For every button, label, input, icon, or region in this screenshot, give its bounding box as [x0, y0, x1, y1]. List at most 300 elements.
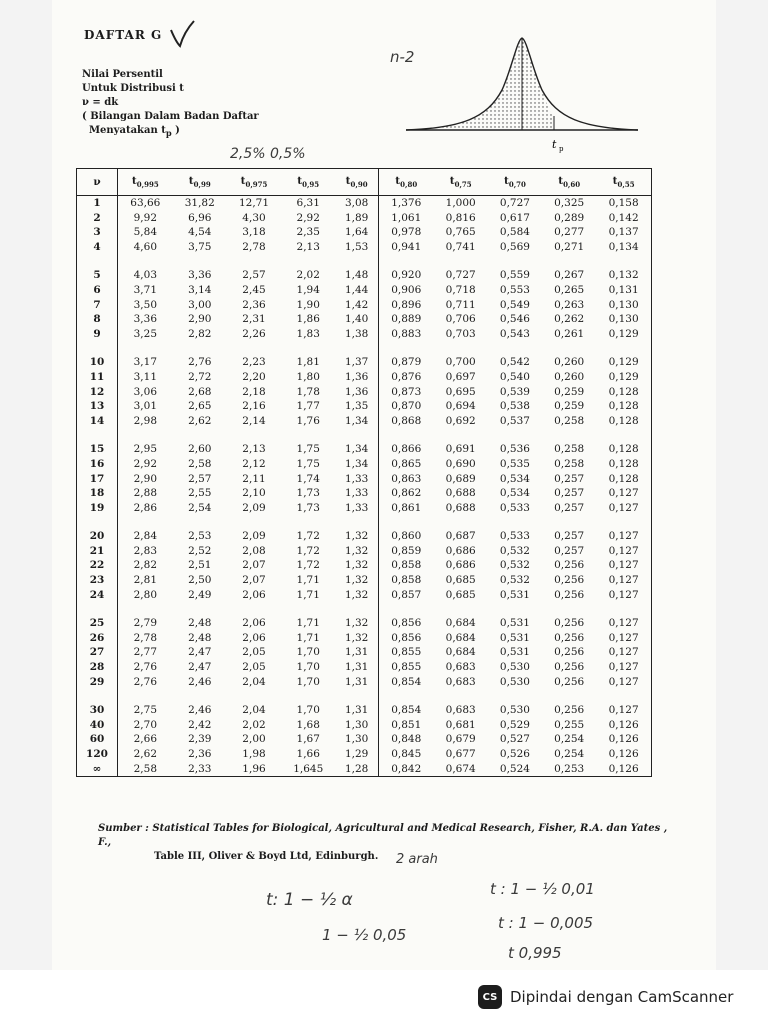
- value-cell: 2,65: [188, 400, 212, 413]
- value-cell: 0,539: [499, 385, 530, 398]
- spacer-cell: [227, 515, 281, 529]
- spacer-cell: [227, 602, 281, 616]
- value-cell: 6,31: [296, 197, 320, 209]
- table-row: [77, 645, 652, 660]
- value-cell: 2,66: [133, 733, 158, 746]
- value-cell: 0,683: [445, 704, 476, 717]
- value-cell: 2,51: [188, 559, 212, 572]
- table-body: [77, 196, 652, 777]
- nu-cell: 24: [77, 588, 118, 603]
- value-cell: 0,711: [445, 298, 476, 311]
- value-cell: 2,11: [242, 472, 266, 485]
- value-cell: 1,70: [296, 704, 320, 717]
- value-cell: 0,856: [391, 631, 422, 644]
- spacer-cell: [434, 341, 488, 355]
- value-cell: 2,05: [242, 646, 266, 659]
- value-cell: 0,741: [445, 240, 476, 253]
- value-cell: 0,256: [554, 646, 585, 659]
- value-cell: 0,530: [499, 675, 530, 688]
- handwritten-note: n-2: [390, 48, 415, 66]
- spacer-cell: [488, 689, 542, 703]
- value-cell: 2,58: [133, 762, 158, 775]
- value-cell: 0,873: [391, 385, 422, 398]
- value-cell: 0,858: [391, 574, 422, 587]
- table-row: [77, 442, 652, 457]
- value-cell: 1,31: [335, 703, 378, 718]
- value-cell: 0,258: [554, 414, 585, 427]
- value-cell: 0,256: [554, 574, 585, 587]
- value-cell: 0,128: [608, 385, 639, 398]
- value-cell: 0,685: [445, 574, 476, 587]
- table-row: [77, 501, 652, 516]
- value-cell: 0,260: [554, 370, 585, 383]
- value-cell: 0,127: [608, 501, 639, 514]
- spacer-cell: [118, 602, 173, 616]
- group-spacer: [77, 602, 652, 616]
- source-line: Table III, Oliver & Boyd Ltd, Edinburgh.: [154, 851, 379, 862]
- value-cell: 2,55: [188, 487, 212, 500]
- group-spacer: [77, 428, 652, 442]
- value-cell: 2,23: [242, 356, 266, 369]
- value-cell: 2,82: [188, 327, 212, 340]
- scan-margin-right: [716, 0, 768, 970]
- spacer-cell: [281, 689, 335, 703]
- check-mark-icon: [168, 18, 198, 50]
- value-cell: 0,259: [554, 385, 585, 398]
- handwritten-note: t : 1 − 0,005: [498, 914, 594, 932]
- value-cell: 2,45: [242, 283, 266, 296]
- value-cell: 0,692: [445, 414, 476, 427]
- spacer-cell: [596, 254, 651, 268]
- value-cell: 0,131: [608, 283, 639, 296]
- value-cell: 2,52: [188, 544, 212, 557]
- spacer-cell: [77, 602, 118, 616]
- value-cell: 1,96: [242, 762, 266, 775]
- value-cell: 1,376: [391, 197, 422, 209]
- value-cell: 1,34: [335, 414, 378, 429]
- value-cell: 0,857: [391, 588, 422, 601]
- value-cell: 0,727: [445, 269, 476, 282]
- value-cell: 0,883: [391, 327, 422, 340]
- value-cell: 1,31: [335, 645, 378, 660]
- value-cell: 2,13: [242, 443, 266, 456]
- value-cell: 1,76: [296, 414, 320, 427]
- value-cell: 1,34: [335, 457, 378, 472]
- nu-cell: 28: [77, 660, 118, 675]
- value-cell: 0,128: [608, 443, 639, 456]
- value-cell: 0,130: [608, 298, 639, 311]
- value-cell: 1,38: [335, 327, 378, 342]
- value-cell: 1,71: [296, 574, 320, 587]
- value-cell: 0,531: [499, 631, 530, 644]
- value-cell: 0,679: [445, 733, 476, 746]
- value-cell: 0,706: [445, 313, 476, 326]
- page-title: DAFTAR G: [84, 28, 163, 42]
- value-cell: 2,81: [133, 574, 158, 587]
- value-cell: 2,33: [188, 762, 212, 775]
- value-cell: 0,700: [445, 356, 476, 369]
- value-cell: 0,718: [445, 283, 476, 296]
- value-cell: 0,126: [608, 733, 639, 746]
- value-cell: 0,537: [499, 414, 530, 427]
- value-cell: 1,94: [296, 283, 320, 296]
- value-cell: 0,128: [608, 457, 639, 470]
- value-cell: 1,32: [335, 631, 378, 646]
- nu-cell: 30: [77, 703, 118, 718]
- table-description: [82, 68, 259, 140]
- value-cell: 0,538: [499, 400, 530, 413]
- table-row: [77, 660, 652, 675]
- value-cell: 0,534: [499, 472, 530, 485]
- value-cell: 1,71: [296, 617, 320, 630]
- value-cell: 0,856: [391, 617, 422, 630]
- value-cell: 2,04: [242, 675, 266, 688]
- value-cell: 0,876: [391, 370, 422, 383]
- value-cell: 2,50: [188, 574, 212, 587]
- spacer-cell: [488, 341, 542, 355]
- value-cell: 0,158: [608, 197, 639, 209]
- value-cell: 3,08: [335, 196, 378, 211]
- spacer-cell: [118, 689, 173, 703]
- nu-cell: 27: [77, 645, 118, 660]
- value-cell: 0,260: [554, 356, 585, 369]
- value-cell: 0,868: [391, 414, 422, 427]
- nu-cell: 12: [77, 385, 118, 400]
- value-cell: 2,48: [188, 617, 212, 630]
- value-cell: 0,257: [554, 472, 585, 485]
- table-row: [77, 327, 652, 342]
- table-row: [77, 283, 652, 298]
- value-cell: 4,03: [133, 269, 158, 282]
- value-cell: 0,256: [554, 588, 585, 601]
- value-cell: 0,532: [499, 574, 530, 587]
- value-cell: 2,07: [242, 574, 266, 587]
- value-cell: 0,142: [608, 211, 639, 224]
- handwritten-note: t: 1 − ½ α: [266, 890, 353, 910]
- value-cell: 0,681: [445, 718, 476, 731]
- spacer-cell: [542, 515, 596, 529]
- value-cell: 0,553: [499, 283, 530, 296]
- value-cell: 2,90: [188, 313, 212, 326]
- value-cell: 0,674: [445, 762, 476, 775]
- nu-cell: 120: [77, 747, 118, 762]
- spacer-cell: [173, 341, 227, 355]
- column-header: $t_{0,99}$: [173, 169, 227, 196]
- value-cell: 4,54: [188, 226, 212, 239]
- nu-cell: 11: [77, 370, 118, 385]
- value-cell: 2,76: [133, 661, 158, 674]
- value-cell: 2,06: [242, 631, 266, 644]
- value-cell: 2,13: [296, 240, 320, 253]
- value-cell: 0,695: [445, 385, 476, 398]
- value-cell: 2,92: [133, 457, 158, 470]
- value-cell: 0,686: [445, 559, 476, 572]
- value-cell: 0,851: [391, 718, 422, 731]
- spacer-cell: [596, 602, 651, 616]
- spacer-cell: [118, 515, 173, 529]
- value-cell: 1,32: [335, 588, 378, 603]
- value-cell: 0,256: [554, 631, 585, 644]
- value-cell: 2,53: [188, 530, 212, 543]
- value-cell: 0,686: [445, 544, 476, 557]
- value-cell: 1,32: [335, 616, 378, 631]
- spacer-cell: [281, 254, 335, 268]
- value-cell: 0,534: [499, 487, 530, 500]
- table-row: [77, 414, 652, 429]
- nu-header: ν: [77, 169, 118, 196]
- value-cell: 0,531: [499, 646, 530, 659]
- handwritten-note: 2 arah: [396, 852, 438, 867]
- value-cell: 3,36: [133, 313, 158, 326]
- spacer-cell: [488, 428, 542, 442]
- value-cell: 0,137: [608, 226, 639, 239]
- value-cell: 0,257: [554, 501, 585, 514]
- value-cell: 0,127: [608, 530, 639, 543]
- spacer-cell: [227, 341, 281, 355]
- table-row: [77, 573, 652, 588]
- value-cell: 0,920: [391, 269, 422, 282]
- value-cell: 1,72: [296, 544, 320, 557]
- nu-cell: 2: [77, 211, 118, 226]
- value-cell: 0,978: [391, 226, 422, 239]
- nu-cell: 25: [77, 616, 118, 631]
- value-cell: 2,80: [133, 588, 158, 601]
- value-cell: 0,526: [499, 748, 530, 760]
- value-cell: 2,49: [188, 588, 212, 601]
- value-cell: 0,532: [499, 559, 530, 572]
- value-cell: 0,688: [445, 487, 476, 500]
- nu-cell: 26: [77, 631, 118, 646]
- table-row: [77, 196, 652, 211]
- value-cell: 0,858: [391, 559, 422, 572]
- nu-cell: 3: [77, 225, 118, 240]
- spacer-cell: [378, 341, 433, 355]
- source-citation: [98, 822, 678, 864]
- value-cell: 3,36: [188, 269, 212, 282]
- value-cell: 4,60: [133, 240, 158, 253]
- nu-cell: 40: [77, 718, 118, 733]
- value-cell: 0,127: [608, 559, 639, 572]
- value-cell: 1,40: [335, 312, 378, 327]
- value-cell: 2,86: [133, 501, 158, 514]
- value-cell: 1,061: [391, 211, 422, 224]
- spacer-cell: [434, 254, 488, 268]
- column-header: $t_{0,55}$: [596, 169, 651, 196]
- value-cell: 0,254: [554, 733, 585, 746]
- t-distribution-table: [76, 168, 652, 777]
- spacer-cell: [378, 689, 433, 703]
- spacer-cell: [281, 341, 335, 355]
- value-cell: 1,34: [335, 442, 378, 457]
- spacer-cell: [77, 428, 118, 442]
- table-row: [77, 718, 652, 733]
- description-line: ν = dk: [82, 97, 119, 108]
- table-row: [77, 385, 652, 400]
- value-cell: 1,74: [296, 472, 320, 485]
- column-header: $t_{0,95}$: [281, 169, 335, 196]
- table-row: [77, 457, 652, 472]
- value-cell: 0,687: [445, 530, 476, 543]
- value-cell: 0,854: [391, 704, 422, 717]
- value-cell: 0,128: [608, 414, 639, 427]
- value-cell: 0,256: [554, 704, 585, 717]
- value-cell: 0,765: [445, 226, 476, 239]
- spacer-cell: [542, 428, 596, 442]
- value-cell: 1,75: [296, 443, 320, 456]
- spacer-cell: [335, 602, 378, 616]
- value-cell: 1,70: [296, 661, 320, 674]
- value-cell: 2,75: [133, 704, 158, 717]
- value-cell: 12,71: [238, 197, 270, 209]
- value-cell: 0,127: [608, 704, 639, 717]
- value-cell: 0,569: [499, 240, 530, 253]
- value-cell: 0,127: [608, 588, 639, 601]
- value-cell: 0,127: [608, 617, 639, 630]
- spacer-cell: [227, 254, 281, 268]
- table-row: [77, 631, 652, 646]
- table-row: [77, 268, 652, 283]
- handwritten-note: t : 1 − ½ 0,01: [490, 880, 595, 898]
- value-cell: 2,12: [242, 457, 266, 470]
- value-cell: 0,127: [608, 646, 639, 659]
- value-cell: 2,00: [242, 733, 266, 746]
- table-row: [77, 703, 652, 718]
- spacer-cell: [173, 428, 227, 442]
- value-cell: 0,253: [554, 762, 585, 775]
- value-cell: 0,530: [499, 661, 530, 674]
- value-cell: 0,684: [445, 617, 476, 630]
- nu-cell: 20: [77, 529, 118, 544]
- spacer-cell: [596, 515, 651, 529]
- value-cell: 0,129: [608, 327, 639, 340]
- value-cell: 0,533: [499, 530, 530, 543]
- value-cell: 1,645: [293, 762, 324, 775]
- value-cell: 0,129: [608, 356, 639, 369]
- description-line: Untuk Distribusi t: [82, 83, 184, 94]
- value-cell: 0,684: [445, 646, 476, 659]
- value-cell: 0,259: [554, 400, 585, 413]
- value-cell: 31,82: [184, 197, 215, 209]
- value-cell: 1,72: [296, 530, 320, 543]
- value-cell: 1,86: [296, 313, 320, 326]
- nu-cell: 7: [77, 298, 118, 313]
- value-cell: 0,261: [554, 327, 585, 340]
- table-header-row: [77, 169, 652, 196]
- value-cell: 0,816: [445, 211, 476, 224]
- value-cell: 0,127: [608, 631, 639, 644]
- value-cell: 1,68: [296, 718, 320, 731]
- value-cell: 2,08: [242, 544, 266, 557]
- value-cell: 2,78: [133, 631, 158, 644]
- value-cell: 1,64: [335, 225, 378, 240]
- value-cell: 2,78: [242, 240, 266, 253]
- value-cell: 2,70: [133, 718, 158, 731]
- value-cell: 2,47: [188, 646, 212, 659]
- value-cell: 63,66: [130, 197, 161, 209]
- nu-cell: 23: [77, 573, 118, 588]
- value-cell: 2,76: [188, 356, 212, 369]
- value-cell: 2,88: [133, 487, 158, 500]
- value-cell: 2,92: [296, 211, 320, 224]
- column-header: $t_{0,70}$: [488, 169, 542, 196]
- value-cell: 1,35: [335, 399, 378, 414]
- handwritten-note: t 0,995: [508, 944, 562, 962]
- value-cell: 1,71: [296, 631, 320, 644]
- value-cell: 0,855: [391, 661, 422, 674]
- value-cell: 6,96: [188, 211, 212, 224]
- spacer-cell: [542, 341, 596, 355]
- value-cell: 1,32: [335, 544, 378, 559]
- value-cell: 0,859: [391, 544, 422, 557]
- value-cell: 0,258: [554, 457, 585, 470]
- spacer-cell: [378, 428, 433, 442]
- value-cell: 0,546: [499, 313, 530, 326]
- t-distribution-curve-icon: [402, 30, 642, 160]
- value-cell: 1,44: [335, 283, 378, 298]
- column-header: $t_{0,90}$: [335, 169, 378, 196]
- value-cell: 2,42: [188, 718, 212, 731]
- table-row: [77, 399, 652, 414]
- value-cell: 0,265: [554, 283, 585, 296]
- value-cell: 2,10: [242, 487, 266, 500]
- value-cell: 2,36: [242, 298, 266, 311]
- value-cell: 4,30: [242, 211, 266, 224]
- value-cell: 2,68: [188, 385, 212, 398]
- value-cell: 1,30: [335, 718, 378, 733]
- value-cell: 2,95: [133, 443, 158, 456]
- column-header: $t_{0,60}$: [542, 169, 596, 196]
- value-cell: 0,584: [499, 226, 530, 239]
- value-cell: 2,98: [133, 414, 158, 427]
- value-cell: 0,861: [391, 501, 422, 514]
- value-cell: 0,691: [445, 443, 476, 456]
- value-cell: 0,889: [391, 313, 422, 326]
- document-page: [52, 0, 716, 970]
- value-cell: 0,289: [554, 211, 585, 224]
- value-cell: 0,697: [445, 370, 476, 383]
- nu-cell: 8: [77, 312, 118, 327]
- nu-cell: 17: [77, 472, 118, 487]
- value-cell: 0,256: [554, 617, 585, 630]
- value-cell: 2,77: [133, 646, 158, 659]
- spacer-cell: [173, 689, 227, 703]
- value-cell: 0,683: [445, 675, 476, 688]
- value-cell: 0,126: [608, 748, 639, 760]
- column-header: $t_{0,975}$: [227, 169, 281, 196]
- value-cell: 1,000: [445, 197, 476, 209]
- value-cell: 1,32: [335, 573, 378, 588]
- value-cell: 2,57: [188, 472, 212, 485]
- table-row: [77, 225, 652, 240]
- value-cell: 0,906: [391, 283, 422, 296]
- value-cell: 2,05: [242, 661, 266, 674]
- value-cell: 3,01: [133, 400, 158, 413]
- spacer-cell: [488, 602, 542, 616]
- handwritten-note: 1 − ½ 0,05: [322, 926, 407, 944]
- value-cell: 3,00: [188, 298, 212, 311]
- nu-cell: 10: [77, 355, 118, 370]
- value-cell: 3,18: [242, 226, 266, 239]
- value-cell: 3,50: [133, 298, 158, 311]
- value-cell: 2,79: [133, 617, 158, 630]
- value-cell: 0,860: [391, 530, 422, 543]
- value-cell: 0,855: [391, 646, 422, 659]
- value-cell: 2,57: [242, 269, 266, 282]
- value-cell: 2,06: [242, 617, 266, 630]
- value-cell: 0,685: [445, 588, 476, 601]
- value-cell: 0,703: [445, 327, 476, 340]
- value-cell: 0,257: [554, 544, 585, 557]
